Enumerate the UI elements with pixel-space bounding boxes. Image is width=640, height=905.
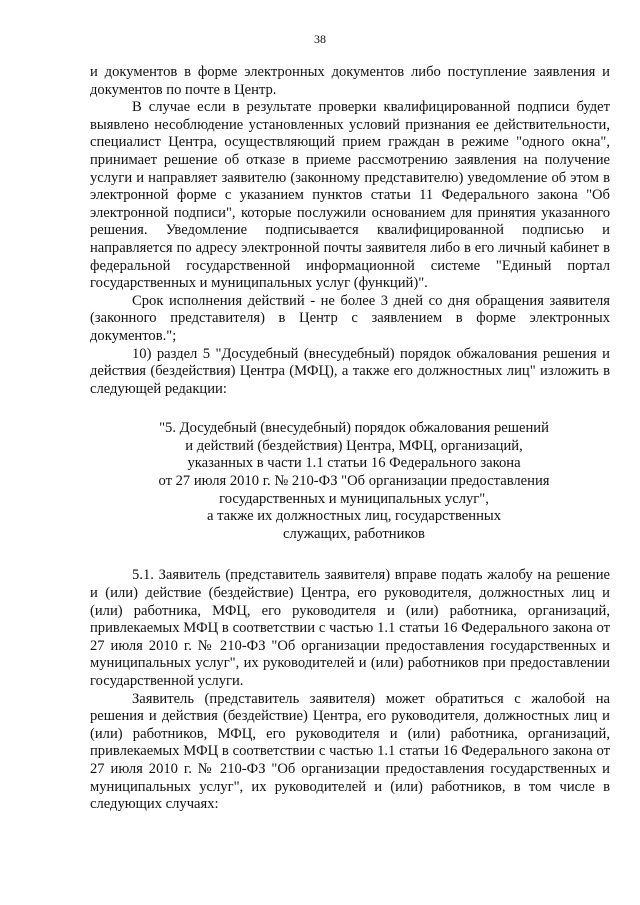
heading-line: и действий (бездействия) Центра, МФЦ, организаций, [185,437,523,454]
paragraph-continuation: и документов в форме электронных документов либо поступление заявления и документов по почте в Центр. [90,64,610,98]
heading-line: "5. Досудебный (внесудебный) порядок обжалования решений [159,420,549,437]
heading-line: служащих, работников [283,525,425,542]
paragraph-signature-check: В случае если в результате проверки квалифицированной подписи будет выявлено несоблюдение установленных условий признания ее действительности, специалист Центра, осуществляющий прием граждан в режиме "одного окна", принимает решение об отказе в приеме рассмотрению заявления на получение услуги и направляет заявителю (законному представителю) уведомление об этом в электронной форме с указанием пунктов статьи 11 Федерального закона "Об электронной подписи", которые послужили основанием для принятия указанного решения. Уведомление подписывается квалифицированной подписью и направляется по адресу электронной почты заявителя либо в его личный кабинет в федеральной государственной информационной системе "Единый портал государственных и муниципальных услуг (функций)". [90,99,610,292]
heading-line: государственных и муниципальных услуг", [219,490,489,507]
page-number: 38 [314,32,326,46]
section-5-heading [90,420,610,543]
heading-line: а также их должностных лиц, государственных [206,508,501,525]
paragraph-5-1: 5.1. Заявитель (представитель заявителя) вправе подать жалобу на решение и (или) действие (бездействие) Центра, его руководителя, должностных лиц и (или) работника, МФЦ, его руководителя и (или) работника, организаций, привлекаемых МФЦ в соответствии с частью 1.1 статьи 16 Федерального закона от 27 июля 2010 г. № 210-ФЗ "Об организации предоставления государственных и муниципальных услуг", их руководителей и (или) работников при предоставлении государственной услуги. [90,567,610,689]
heading-line: указанных в части 1.1 статьи 16 Федерального закона [187,455,521,472]
paragraph-section-10: 10) раздел 5 "Досудебный (внесудебный) порядок обжалования решения и действия (бездействия) Центра (МФЦ), а также его должностных лиц" изложить в следующей редакции: [90,345,610,397]
paragraph-complaint-cases: Заявитель (представитель заявителя) может обратиться с жалобой на решения и действия (бездействие) Центра, его руководителя, должностных лиц и (или) работников, МФЦ, его руководителя и (или) работника, организаций, привлекаемых МФЦ в соответствии с частью 1.1 статьи 16 Федерального закона от 27 июля 2010 г. № 210-ФЗ "Об организации предоставления государственных и муниципальных услуг", их руководителей и (или) работников, в том числе в следующих случаях: [90,690,610,813]
paragraph-deadline: Срок исполнения действий - не более 3 дней со дня обращения заявителя (законного представителя) в Центр с заявлением в форме электронных документов."; [90,292,610,344]
heading-line: от 27 июля 2010 г. № 210-ФЗ "Об организации предоставления [158,473,550,490]
document-body [90,64,610,814]
